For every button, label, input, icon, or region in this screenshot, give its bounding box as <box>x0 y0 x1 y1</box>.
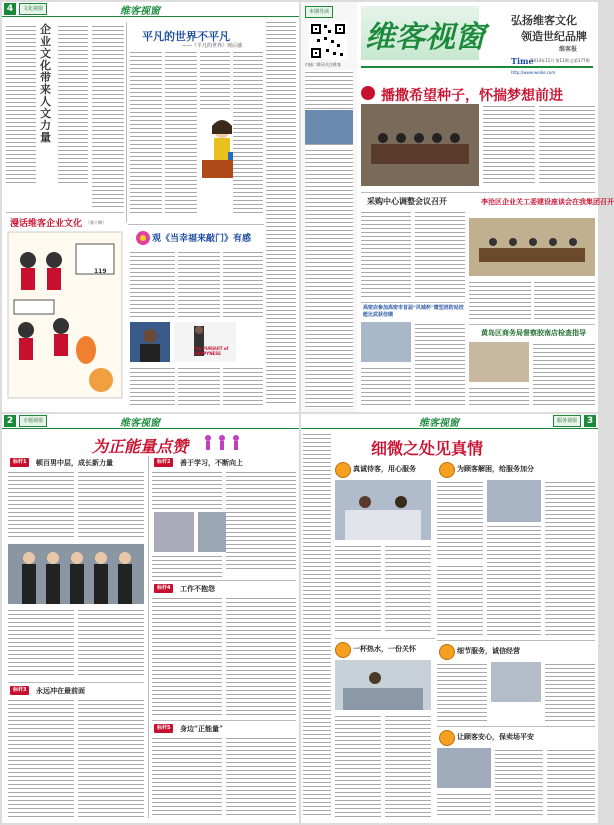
guide-text <box>305 148 353 408</box>
item-label: 标杆1 <box>10 458 29 467</box>
headline: 播撒希望种子，怀揣梦想前进 <box>381 88 563 104</box>
article-text <box>226 596 296 716</box>
article-text <box>226 470 296 570</box>
article-text <box>487 524 541 636</box>
slogan-sign: 维客报 <box>559 46 578 53</box>
article-text <box>223 366 263 406</box>
story-title: 真诚待客，用心服务 <box>353 464 416 473</box>
page-header <box>2 2 299 17</box>
section-tag: 服务视窗 <box>553 415 581 427</box>
item-title: 工作不抱怨 <box>180 584 215 593</box>
band-title: 维客视窗 <box>120 418 160 429</box>
issue-info: 2014年11月 第11期 总第177期 <box>531 58 590 63</box>
comic-strip <box>6 230 124 400</box>
article-text <box>223 250 263 320</box>
section-tag: 专题视窗 <box>19 415 47 427</box>
article-text <box>152 470 222 510</box>
time-label: Time <box>511 56 534 66</box>
article-text <box>152 736 222 818</box>
article-text <box>78 698 144 818</box>
story-title: 细节服务，诚信经营 <box>457 646 520 655</box>
hot-water-photo <box>335 660 431 710</box>
qr-code[interactable] <box>309 22 347 60</box>
banner-title: 细微之处见真情 <box>371 439 484 458</box>
page-header <box>2 414 299 429</box>
website-link[interactable]: http://www.weike.com <box>511 70 556 75</box>
band-title: 维客视窗 <box>419 418 459 429</box>
article-text <box>437 480 483 560</box>
page-2 <box>2 414 299 823</box>
dancers-icon <box>202 434 242 452</box>
item-title: 顿百男中层，成长新力量 <box>36 458 113 467</box>
movie-still-photo <box>130 322 170 362</box>
article-text <box>469 386 529 408</box>
divider <box>6 212 124 213</box>
article-text <box>130 250 175 320</box>
article-text <box>545 480 595 636</box>
page-4 <box>2 2 299 412</box>
story-icon <box>439 730 455 746</box>
qr-caption: 扫描二维码关注维客 <box>305 62 341 67</box>
article-text <box>335 714 381 818</box>
divider <box>361 192 595 193</box>
service-photo <box>335 480 431 540</box>
staff-photo <box>8 544 144 604</box>
article-text <box>415 322 465 408</box>
article-text <box>437 662 487 722</box>
vertical-title: 企业文化带来人文力量 <box>40 23 51 144</box>
article-text <box>385 544 431 634</box>
item-title: 永远冲在最前面 <box>36 686 85 695</box>
story-title: 高密店参加高密市首届“风城杯”微型消防站技能比武获佳绩 <box>363 305 464 318</box>
divider <box>152 580 296 581</box>
article-text <box>539 104 595 186</box>
article-text <box>78 608 144 678</box>
divider <box>361 302 465 303</box>
article-text <box>92 24 124 209</box>
item-title: 身边“正能量” <box>180 724 224 733</box>
divider <box>335 638 435 639</box>
section-tag: 本期导读 <box>305 6 333 18</box>
section-tag: 文化视窗 <box>19 3 47 15</box>
article-text <box>130 50 162 215</box>
article-text <box>335 544 381 634</box>
page-number: 4 <box>4 3 16 15</box>
article-text <box>8 608 74 678</box>
masthead <box>361 6 593 84</box>
story-title: 采购中心调整会议召开 <box>367 196 447 206</box>
article-text <box>361 366 411 408</box>
forum-photo <box>469 218 595 276</box>
movie-review-title: 观《当幸福来敲门》有感 <box>152 234 252 244</box>
story-title: 让顾客安心，保卖场平安 <box>457 732 534 741</box>
story-icon <box>335 462 351 478</box>
item-title: 善于学习，不断向上 <box>180 458 243 467</box>
page-number: 3 <box>584 415 596 427</box>
article-text <box>437 564 483 636</box>
flower-icon <box>132 228 154 248</box>
masthead-rule <box>361 66 593 68</box>
headline-bullet-icon <box>361 86 375 100</box>
article-text <box>8 698 74 818</box>
comic-part: （第十期） <box>86 220 106 225</box>
divider <box>126 22 127 222</box>
page-1 <box>301 2 614 412</box>
story-title: 一杯热水，一份关怀 <box>353 644 416 653</box>
article-text <box>6 24 36 184</box>
guide-column <box>301 2 357 412</box>
story-icon <box>335 642 351 658</box>
divider <box>437 726 595 727</box>
movie-poster-title: the PURSUIT of HAPPYNESS <box>194 346 229 356</box>
article-text <box>547 748 595 818</box>
article-text <box>385 714 431 818</box>
story-icon <box>439 462 455 478</box>
masthead-title: 维客视窗 <box>365 20 485 55</box>
article-text <box>533 342 595 408</box>
item-label: 标杆3 <box>10 686 29 695</box>
sidebar-text <box>303 432 331 818</box>
portrait-photo <box>154 512 194 552</box>
divider <box>437 640 595 641</box>
movie-poster <box>174 322 236 362</box>
article-text <box>483 104 535 186</box>
article-text <box>226 736 296 818</box>
band-title: 维客视窗 <box>120 6 160 17</box>
comic-title: 漫话维客企业文化 <box>10 219 83 229</box>
essay-title: 平凡的世界不平凡 <box>142 30 230 43</box>
article-text <box>78 470 144 540</box>
guide-photo <box>305 110 353 144</box>
banner-title: 为正能量点赞 <box>92 437 189 456</box>
article-text <box>233 50 263 215</box>
slogan-line2: 领造世纪品牌 <box>521 30 587 43</box>
article-text <box>200 50 230 110</box>
article-text <box>178 366 220 406</box>
item-label: 标杆5 <box>154 724 173 733</box>
essay-byline: ——《平凡的世界》观后感 <box>182 43 243 49</box>
article-text <box>165 50 197 215</box>
divider <box>148 456 149 818</box>
article-text <box>58 24 88 184</box>
item-label: 标杆2 <box>154 458 173 467</box>
article-text <box>361 210 411 300</box>
inspection-photo <box>469 342 529 382</box>
story-title: 黄岛区商务局督察胶南店检查指导 <box>481 328 586 337</box>
slogan-line1: 弘扬维客文化 <box>511 14 577 27</box>
item-label: 标杆4 <box>154 584 173 593</box>
story-icon <box>439 644 455 660</box>
article-text <box>415 210 465 300</box>
article-text <box>178 250 220 320</box>
divider <box>128 224 264 225</box>
article-text <box>545 662 595 722</box>
page-header <box>301 414 598 429</box>
meeting-photo <box>361 104 479 186</box>
helper-photo <box>487 480 541 522</box>
article-text <box>437 792 491 818</box>
article-text <box>152 596 222 716</box>
story-title: 李沧区企业关工委建设座谈会在我集团召开 <box>481 197 614 206</box>
page-3 <box>301 414 598 823</box>
sidebar-text <box>266 20 296 405</box>
contest-photo <box>361 322 411 362</box>
divider <box>8 682 144 683</box>
article-text <box>130 366 175 406</box>
detail-photo <box>491 662 541 702</box>
page-number: 2 <box>4 415 16 427</box>
divider <box>469 324 595 325</box>
divider <box>152 720 296 721</box>
article-text <box>495 748 543 818</box>
article-text <box>152 554 222 578</box>
comic-number: 119 <box>94 268 107 275</box>
security-photo <box>437 748 491 788</box>
article-text <box>8 470 74 540</box>
article-text <box>469 280 531 320</box>
story-title: 为顾客解困，给服务加分 <box>457 464 534 473</box>
article-text <box>534 280 595 320</box>
